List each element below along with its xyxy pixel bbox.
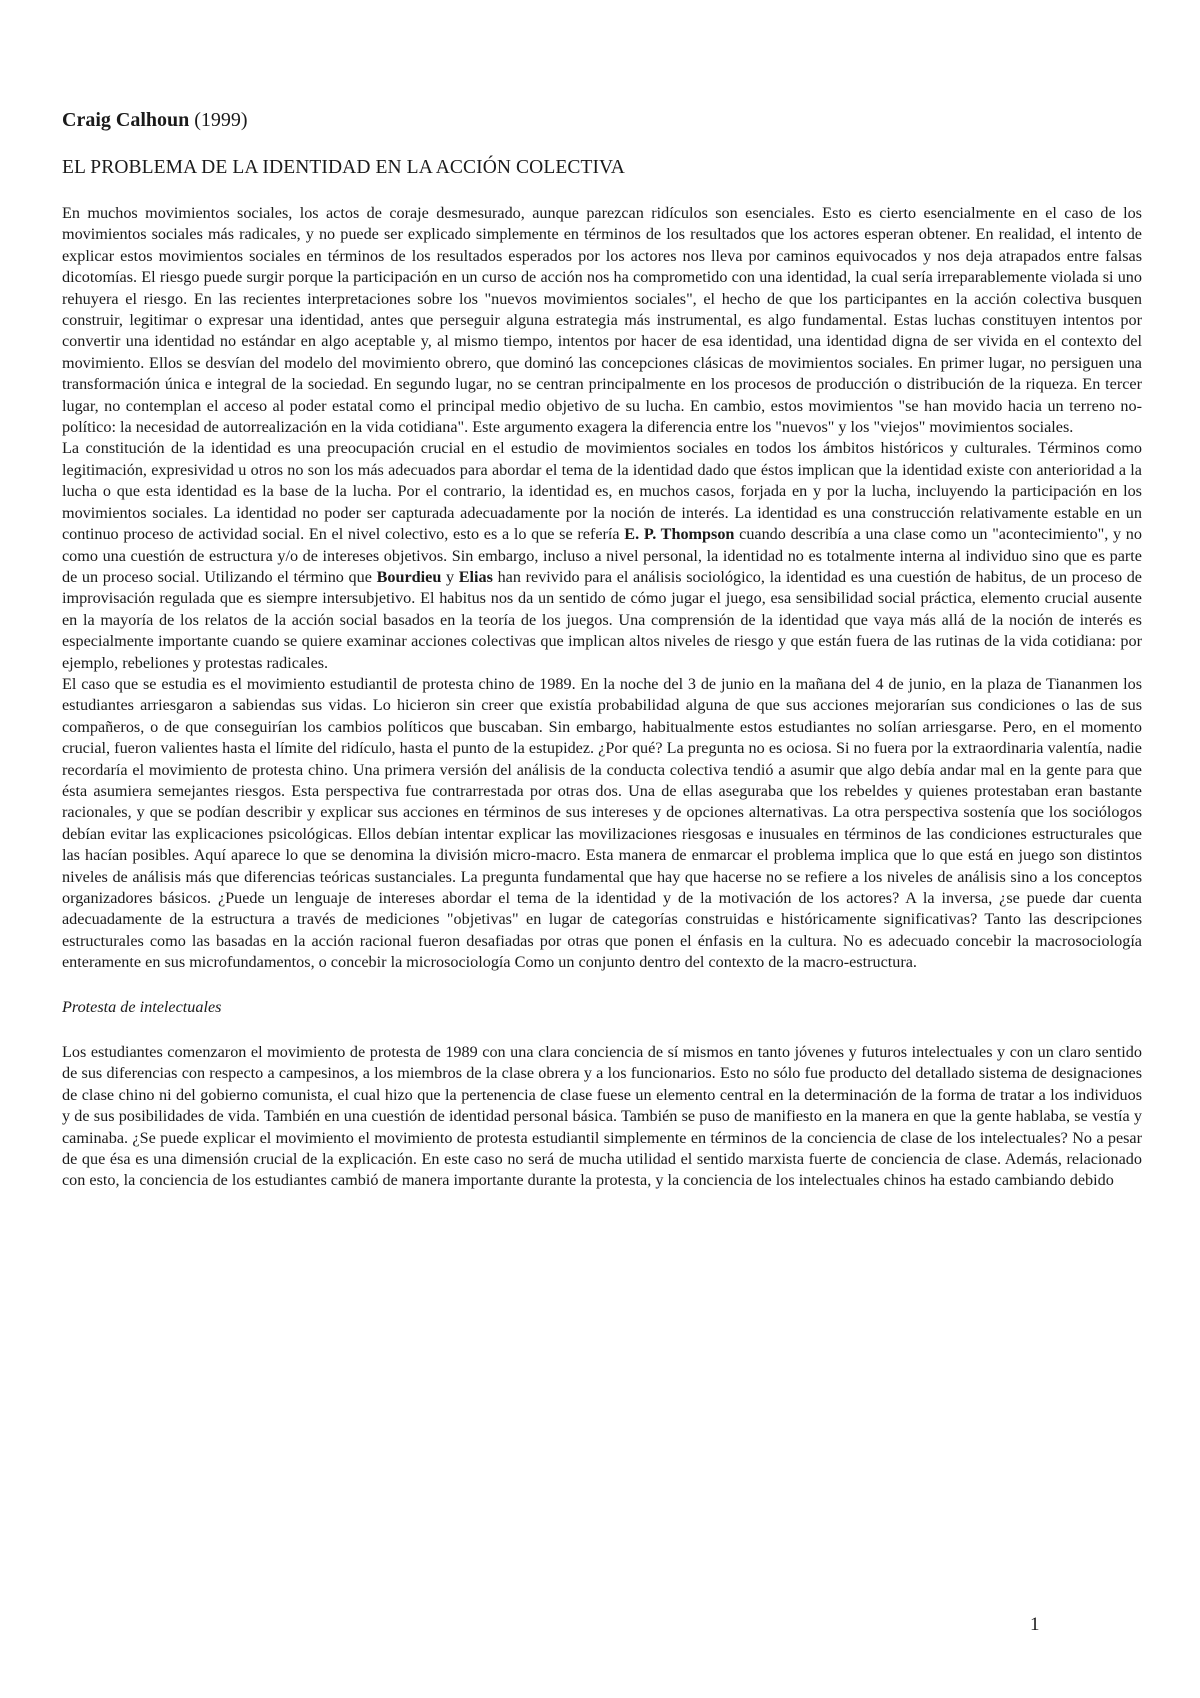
paragraph-1: En muchos movimientos sociales, los actos de coraje desmesurado, aunque parezcan ridículos son esenciales. Esto es cierto esencialmente en el caso de los movimientos sociales más radicales, y no puede ser explicado simplemente en términos de los resultados que los actores esperan obtener. En realidad, el intento de explicar estos movimientos sociales en términos de los resultados esperados por los actores nos lleva por caminos equivocados y nos deja atrapados entre falsas dicotomías. El riesgo puede surgir porque la participación en un curso de acción nos ha comprometido con una identidad, la cual sería irreparablemente violada si uno rehuyera el riesgo. En las recientes interpretaciones sobre los "nuevos movimientos sociales", el hecho de que los participantes en la acción colectiva busquen construir, legitimar o expresar una identidad, antes que perseguir alguna estrategia más instrumental, es algo fundamental. Estas luchas constituyen intentos por convertir una identidad no estándar en algo aceptable y, al mismo tiempo, intentos por hacer de esa identidad, una identidad digna de ser vivida en el contexto del movimiento. Ellos se desvían del modelo del movimiento obrero, que dominó las concepciones clásicas de movimientos sociales. En primer lugar, no persiguen una transformación única e integral de la sociedad. En segundo lugar, no se centran principalmente en los procesos de producción o distribución de la riqueza. En tercer lugar, no contemplan el acceso al poder estatal como el principal medio objetivo de su lucha. En cambio, estos movimientos "se han movido hacia un terreno no-político: la necesidad de autorrealización en la vida cotidiana". Este argumento exagera la diferencia entre los "nuevos" y los "viejos" movimientos sociales. <box>62 204 1142 437</box>
author-reference-bourdieu: Bourdieu <box>376 567 442 586</box>
section-heading: Protesta de intelectuales <box>62 997 222 1016</box>
paragraph-2-text-d: han revivido para el análisis sociológico, la identidad es una cuestión de habitus, de un proceso de improvisación regulada que es siempre intersubjetivo. El habitus nos da un sentido de cómo jugar el juego, esa sensibilidad social práctica, elemento crucial ausente en la mayoría de los relatos de la acción social basados en la teoría de los juegos. Una comprensión de la identidad que vaya más allá de la noción de interés es especialmente importante cuando se quiere examinar acciones colectivas que implican altos niveles de riesgo y que están fuera de las rutinas de la vida cotidiana: por ejemplo, rebeliones y protestas radicales. <box>62 567 1142 672</box>
paragraph-2 <box>62 438 1142 673</box>
publication-year: (1999) <box>194 109 248 131</box>
paragraph-4: Los estudiantes comenzaron el movimiento de protesta de 1989 con una clara conciencia de sí mismos en tanto jóvenes y futuros intelectuales y con un claro sentido de sus diferencias con respecto a campesinos, a los miembros de la clase obrera y a los funcionarios. Esto no sólo fue producto del detallado sistema de designaciones de clase chino ni del gobierno comunista, el cual hizo que la pertenencia de clase fuese un elemento central en la determinación de la forma de tratar a los individuos y de sus posibilidades de vida. También en una cuestión de identidad personal básica. También se puso de manifiesto en la manera en que la gente hablaba, se vestía y caminaba. ¿Se puede explicar el movimiento el movimiento de protesta estudiantil simplemente en términos de la conciencia de clase de los intelectuales? No a pesar de que ésa es una dimensión crucial de la explicación. En este caso no será de mucha utilidad el sentido marxista fuerte de conciencia de clase. Además, relacionado con esto, la conciencia de los estudiantes cambió de manera importante durante la protesta, y la conciencia de los intelectuales chinos ha estado cambiando debido <box>62 1043 1142 1190</box>
document-title: EL PROBLEMA DE LA IDENTIDAD EN LA ACCIÓN COLECTIVA <box>62 157 625 178</box>
page-number: 1 <box>1030 1614 1040 1635</box>
paragraph-3: El caso que se estudia es el movimiento estudiantil de protesta chino de 1989. En la noche del 3 de junio en la mañana del 4 de junio, en la plaza de Tiananmen los estudiantes arriesgaron a sabiendas sus vidas. Lo hicieron sin creer que existía probabilidad alguna de que sus acciones mejorarían sus condiciones o las de sus compañeros, o de que conseguirían los cambios políticos que buscaban. Sin embargo, habitualmente estos estudiantes no solían arriesgarse. Pero, en el momento crucial, fueron valientes hasta el límite del ridículo, hasta el punto de la estupidez. ¿Por qué? La pregunta no es ociosa. Si no fuera por la extraordinaria valentía, nadie recordaría el movimiento de protesta chino. Una primera versión del análisis de la conducta colectiva tendió a asumir que algo debía andar mal en la gente para que ésta asumiera semejantes riesgos. Esta perspectiva fue contrarrestada por otras dos. Una de ellas aseguraba que los rebeldes y quienes protestaban eran bastante racionales, y que se podían describir y explicar sus acciones en términos de sus intereses y de opciones alternativas. La otra perspectiva sostenía que los sociólogos debían evitar las explicaciones psicológicas. Ellos debían intentar explicar las movilizaciones riesgosas e inusuales en términos de las condiciones estructurales que las hacían posibles. Aquí aparece lo que se denomina la división micro-macro. Esta manera de enmarcar el problema implica que lo que está en juego son distintos niveles de análisis más que diferencias teóricas sustanciales. La pregunta fundamental que hay que hacerse no se refiere a los niveles de análisis sino a los conceptos organizadores básicos. ¿Puede un lenguaje de intereses abordar el tema de la identidad y de la motivación de los actores? A la inversa, ¿se puede dar cuenta adecuadamente de la estructura a través de mediciones "objetivas" en lugar de categorías construidas e históricamente significativas? Tanto las descripciones estructurales como las basadas en la acción racional fueron desafiadas por otras que ponen el énfasis en la cultura. No es adecuado concebir la macrosociología enteramente en sus microfundamentos, o concebir la microsociología Como un conjunto dentro del contexto de la macro-estructura. <box>62 674 1142 972</box>
author-reference-thompson: E. P. Thompson <box>624 525 735 544</box>
document-page <box>62 108 1142 1192</box>
author-reference-elias: Elias <box>458 567 493 586</box>
paragraph-2-text-c: y <box>441 567 459 586</box>
paragraph-2-text-b: cuando describía a una clase como un "acontecimiento", y no como una cuestión de estructura y/o de intereses objetivos. Sin embargo, incluso a nivel personal, la identidad no es totalmente interna al individuo sino que es parte de un proceso social. Utilizando el término que <box>62 525 1142 586</box>
paragraph-2-text-a: La constitución de la identidad es una preocupación crucial en el estudio de movimientos sociales en todos los ámbitos históricos y culturales. Términos como legitimación, expresividad u otros no son los más adecuados para abordar el tema de la identidad dado que éstos implican que la identidad existe con anterioridad a la lucha o que esta identidad es la base de la lucha. Por el contrario, la identidad es, en muchos casos, forjada en y por la lucha, incluyendo la participación en los movimientos sociales. La identidad no poder ser capturada adecuadamente por la noción de interés. La identidad es una construcción relativamente estable en un continuo proceso de actividad social. En el nivel colectivo, esto es a lo que se refería <box>62 439 1142 544</box>
author-line <box>62 108 1142 132</box>
author-name: Craig Calhoun <box>62 109 190 131</box>
